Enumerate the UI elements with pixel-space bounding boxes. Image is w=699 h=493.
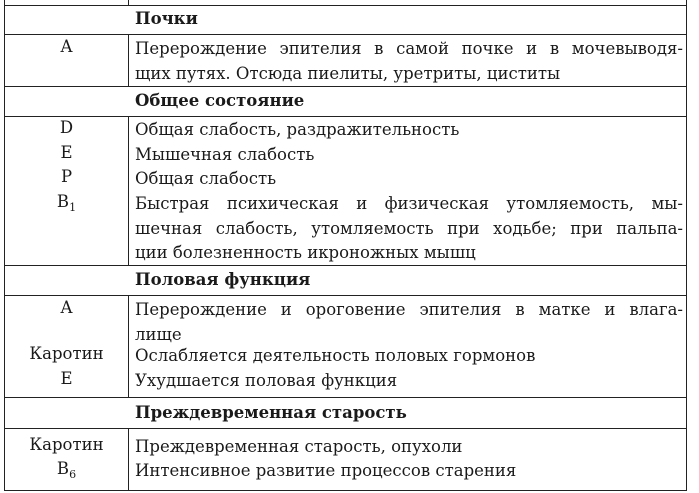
row-description <box>135 143 683 168</box>
row-rule <box>5 295 686 296</box>
row-code: D <box>59 118 74 137</box>
description-line: лище <box>135 324 182 344</box>
description-line: ции болезненность икроножных мышц <box>135 243 476 262</box>
row-description <box>135 369 683 394</box>
row-code: А <box>60 298 73 317</box>
description-line: шечная слабость, утомляемость при ходьбе; при пальпа- <box>135 218 683 238</box>
section-heading: Общее состояние <box>135 91 305 110</box>
description-line: Мышечная слабость <box>135 145 315 164</box>
row-description <box>135 167 683 192</box>
description-line: Общая слабость, раздражительность <box>135 120 460 139</box>
description-line: Перерождение и ороговение эпителия в матке и влага- <box>135 300 683 319</box>
row-rule <box>5 116 686 117</box>
row-description <box>135 192 683 266</box>
description-line: Быстрая психическая и физическая утомляемость, мы- <box>135 194 683 213</box>
column-divider <box>128 34 129 86</box>
row-rule <box>5 86 686 87</box>
row-description <box>135 435 683 460</box>
row-code: Каротин <box>29 435 104 454</box>
code-letter: В <box>56 192 70 211</box>
row-rule <box>5 428 686 429</box>
description-line: Преждевременная старость, опухоли <box>135 437 463 456</box>
code-subscript: 6 <box>69 468 77 481</box>
row-description <box>135 344 683 369</box>
row-rule <box>5 5 686 6</box>
section-heading: Почки <box>135 9 198 28</box>
row-description <box>135 37 683 86</box>
row-rule <box>5 34 686 35</box>
description-line: щих путях. Отсюда пиелиты, уретриты, циститы <box>135 63 561 83</box>
row-description <box>135 118 683 143</box>
column-divider <box>128 295 129 397</box>
row-code: А <box>60 37 73 56</box>
description-line: Интенсивное развитие процессов старения <box>135 461 517 480</box>
row-description <box>135 298 683 347</box>
row-rule <box>5 397 686 398</box>
row-description <box>135 459 683 484</box>
description-line: Ухудшается половая функция <box>135 371 398 390</box>
section-heading: Преждевременная старость <box>135 403 407 422</box>
column-divider <box>128 116 129 265</box>
row-code: Р <box>60 167 73 186</box>
row-code: Каротин <box>29 344 104 363</box>
code-subscript: 1 <box>69 201 77 214</box>
row-code <box>5 192 128 214</box>
description-line: Перерождение эпителия в самой почке и в мочевыводя- <box>135 39 683 58</box>
section-heading: Половая функция <box>135 270 311 289</box>
vitamin-deficiency-table <box>4 0 687 491</box>
row-code: Е <box>60 143 73 162</box>
code-letter: В <box>56 459 70 478</box>
description-line: Общая слабость <box>135 169 277 188</box>
column-divider <box>128 428 129 491</box>
description-line: Ослабляется деятельность половых гормонов <box>135 346 536 365</box>
row-code <box>5 459 128 481</box>
row-code: Е <box>60 369 73 388</box>
